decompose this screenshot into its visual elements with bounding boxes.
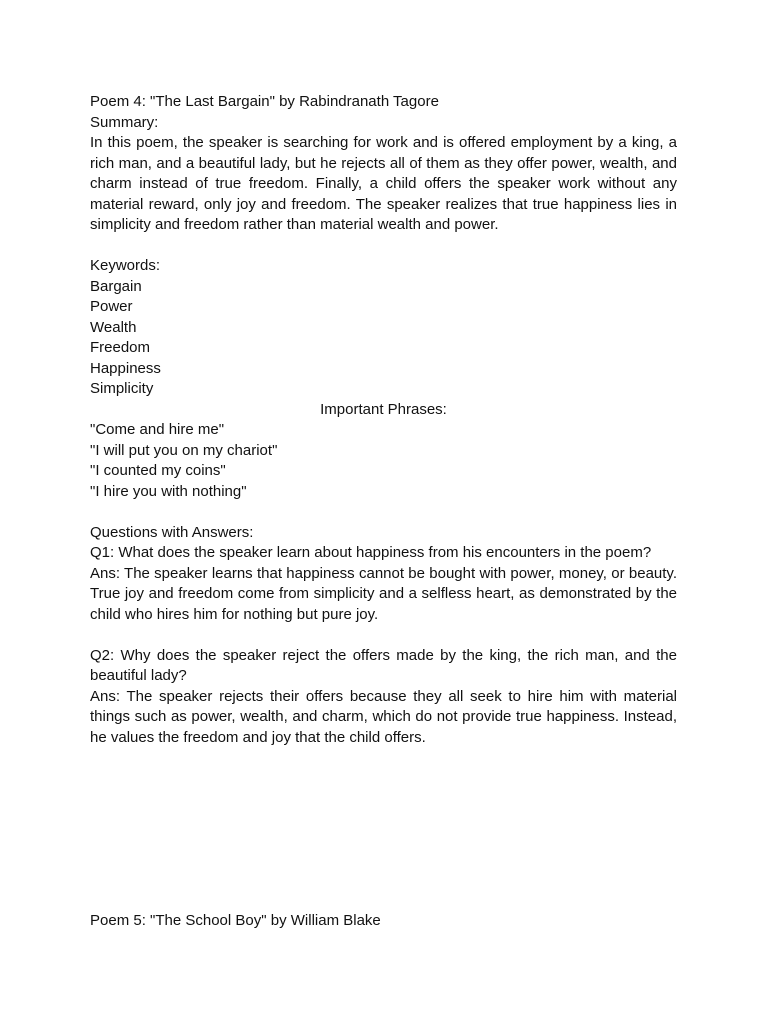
phrases-heading: Important Phrases:	[320, 400, 447, 418]
phrase-item: "I will put you on my chariot"	[90, 441, 278, 459]
answer-1: Ans: The speaker learns that happiness cannot be bought with power, money, or beauty. True joy and freedom come from simplicity and a selfless heart, as demonstrated by the child who hires him for nothing but pure joy.	[90, 564, 677, 623]
poem4-title: Poem 4: "The Last Bargain" by Rabindranath Tagore	[90, 93, 439, 110]
keyword-item: Freedom	[90, 339, 151, 356]
keyword-item: Power	[90, 298, 133, 315]
keyword-item: Happiness	[90, 359, 161, 377]
summary-text: In this poem, the speaker is searching for work and is offered employment by a king, a rich man, and a beautiful lady, but he rejects all of them as they offer power, wealth, and charm instead of true freedom. Finally, a child offers the speaker work without any material reward, only joy and freedom. The speaker realizes that true happiness lies in simplicity and freedom rather than material wealth and power.	[90, 134, 677, 233]
keywords-heading: Keywords:	[90, 257, 161, 274]
keyword-item: Bargain	[90, 277, 142, 295]
spacer	[90, 625, 677, 646]
document-page	[90, 92, 677, 748]
spacer	[90, 236, 677, 257]
phrase-item: "Come and hire me"	[90, 421, 225, 438]
phrase-item: "I hire you with nothing"	[90, 482, 247, 500]
poem5-title: Poem 5: "The School Boy" by William Blake	[90, 912, 381, 929]
qa-heading: Questions with Answers:	[90, 523, 254, 541]
keyword-item: Simplicity	[90, 380, 154, 397]
answer-2: Ans: The speaker rejects their offers because they all seek to hire him with material things such as power, wealth, and charm, which do not provide true happiness. Instead, he values the freedom and joy that the child offers.	[90, 687, 677, 746]
keyword-item: Wealth	[90, 318, 137, 336]
question-1: Q1: What does the speaker learn about happiness from his encounters in the poem?	[90, 544, 652, 561]
summary-heading: Summary:	[90, 113, 159, 131]
spacer	[90, 502, 677, 523]
question-2: Q2: Why does the speaker reject the offers made by the king, the rich man, and the beautiful lady?	[90, 646, 677, 684]
phrase-item: "I counted my coins"	[90, 462, 226, 479]
